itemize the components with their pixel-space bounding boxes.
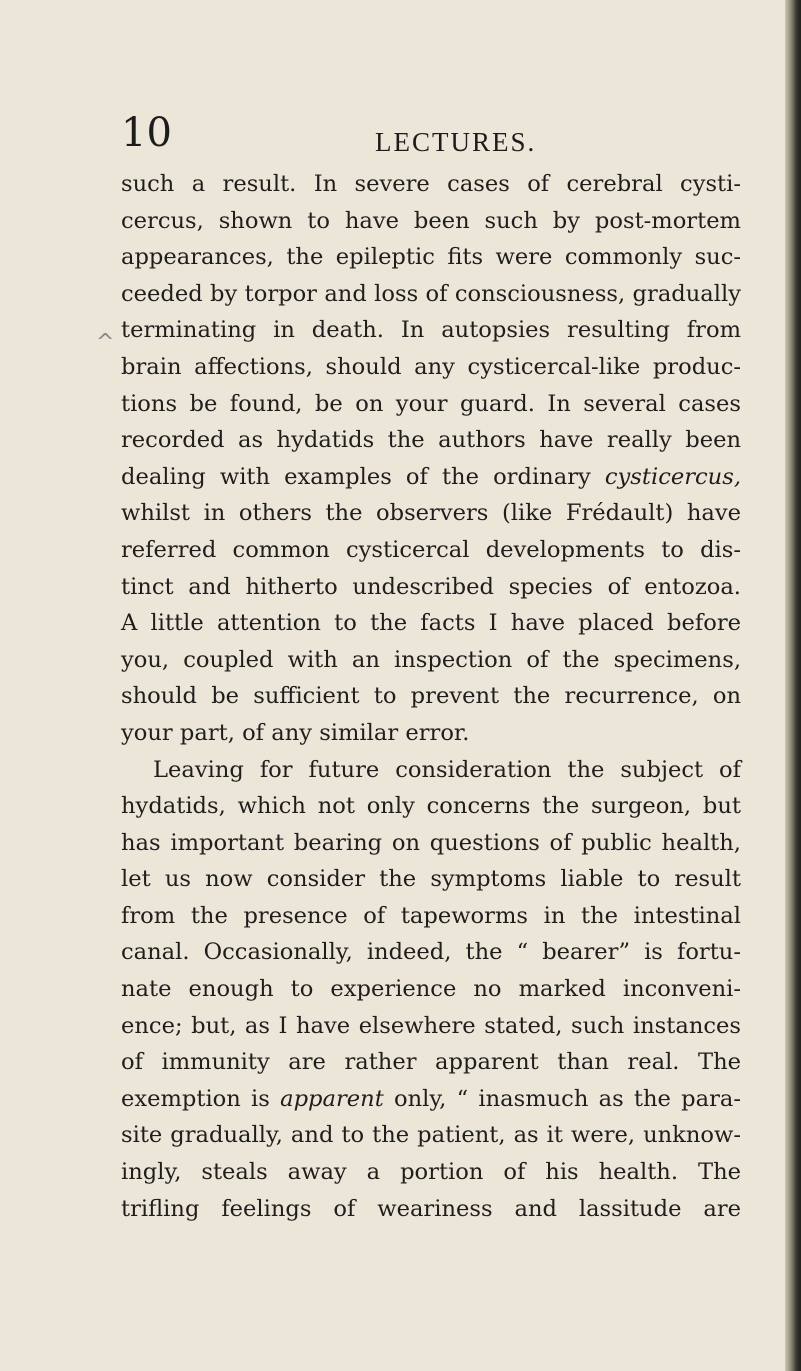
text-line: brain affections, should any cysticercal-like produc- [121,353,741,380]
running-head: LECTURES. [375,127,537,157]
text-line: tions be found, be on your guard. In several cases [121,390,741,417]
text-segment: dealing with examples of the ordinary [121,463,591,490]
text-line: let us now consider the symptoms liable to result [121,866,741,893]
text-line: whilst in others the observers (like Frédault) have [121,500,741,527]
text-line: terminating in death. In autopsies resulting from [121,317,741,344]
italic-term: apparent [280,1085,384,1112]
text-line: tinct and hitherto undescribed species of entozoa. [121,573,741,600]
text-line: appearances, the epileptic fits were commonly suc- [121,244,741,271]
text-line: site gradually, and to the patient, as it were, unknow- [121,1122,741,1149]
text-line [121,1081,741,1118]
text-line: ceeded by torpor and loss of consciousness, gradually [121,280,741,307]
text-line: should be sufficient to prevent the recurrence, on [121,683,741,710]
text-line: cercus, shown to have been such by post-mortem [121,207,741,234]
text-line: Leaving for future consideration the subject of [153,756,741,783]
text-segment: canal. Occasionally, indeed, the [121,939,503,966]
text-line: has important bearing on questions of public health, [121,829,741,856]
text-segment: is fortu- [644,939,741,966]
text-line: hydatids, which not only concerns the surgeon, but [121,793,741,820]
italic-term: cysticercus, [604,463,742,490]
margin-mark-caret: ^ [96,330,115,355]
page-binding-edge [785,0,801,1371]
quoted-term: “ bearer” [516,939,631,966]
page-number: 10 [121,110,172,156]
text-line: ence; but, as I have elsewhere stated, such instances [121,1012,741,1039]
text-line: ingly, steals away a portion of his health. The [121,1159,741,1186]
text-line: nate enough to experience no marked inconveni- [121,976,741,1003]
text-line [121,459,741,496]
text-line: trifling feelings of weariness and lassitude are [121,1195,741,1222]
text-line: referred common cysticercal developments to dis- [121,536,741,563]
text-line: recorded as hydatids the authors have really been [121,427,741,454]
text-line: from the presence of tapeworms in the intestinal [121,902,741,929]
text-segment: exemption is [121,1085,270,1112]
body-text [121,166,741,1227]
text-segment: only, “ inasmuch as the para- [394,1085,741,1112]
text-line: such a result. In severe cases of cerebral cysti- [121,171,741,197]
text-line: your part, of any similar error. [121,719,470,746]
text-line [121,934,741,971]
text-line: of immunity are rather apparent than real. The [121,1049,741,1076]
text-line: A little attention to the facts I have placed before [121,610,741,637]
text-line: you, coupled with an inspection of the specimens, [121,646,741,673]
